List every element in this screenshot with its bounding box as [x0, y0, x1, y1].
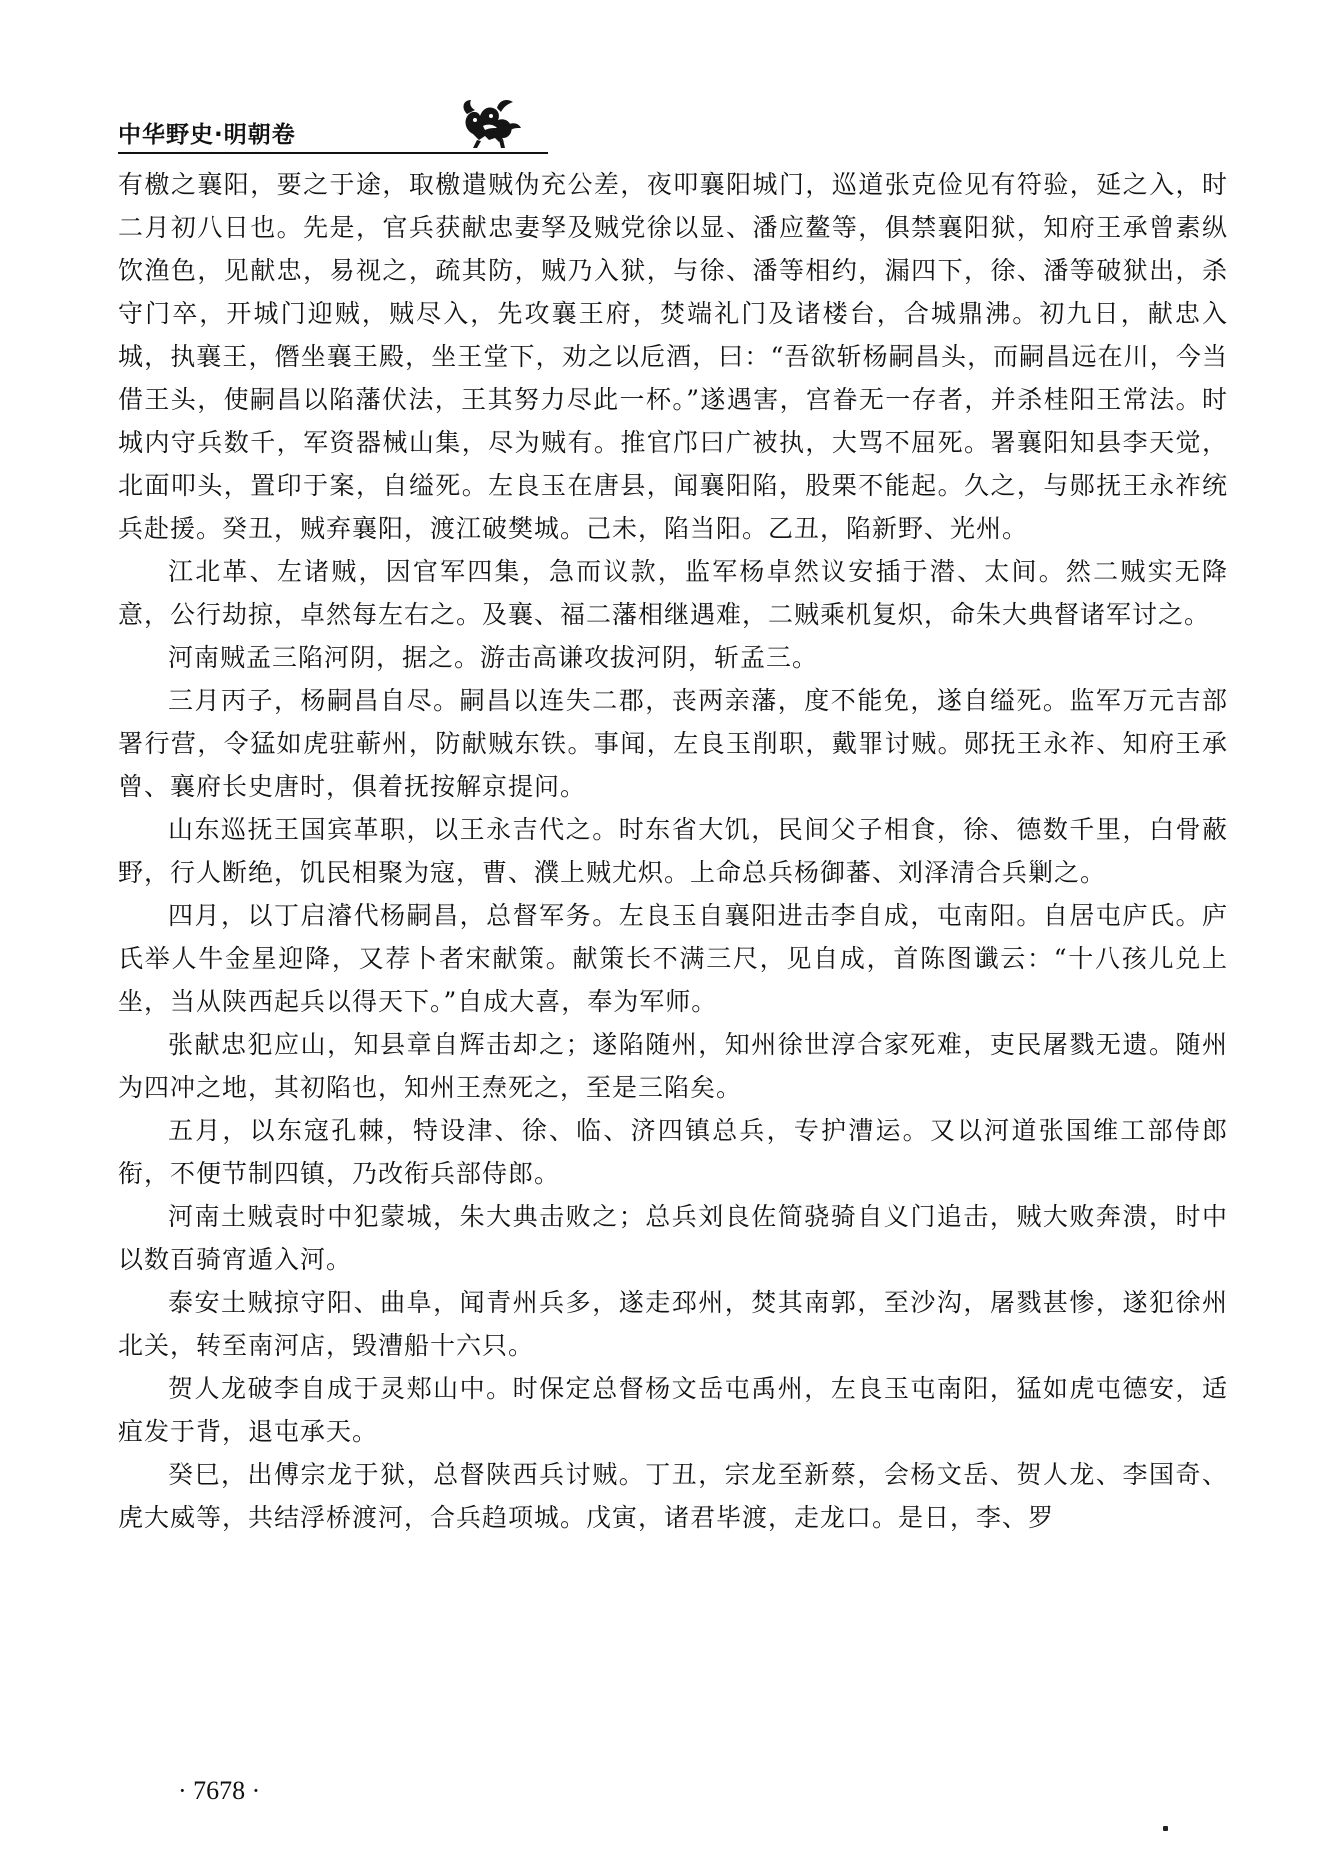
paragraph: 癸巳，出傅宗龙于狱，总督陕西兵讨贼。丁丑，宗龙至新蔡，会杨文岳、贺人龙、李国奇、虎大威等，共结浮桥渡河，合兵趋项城。戊寅，诸君毕渡，走龙口。是日，李、罗 [118, 1460, 1228, 1532]
paragraph: 山东巡抚王国宾革职，以王永吉代之。时东省大饥，民间父子相食，徐、德数千里，白骨蔽野，行人断绝，饥民相聚为寇，曹、濮上贼尤炽。上命总兵杨御蕃、刘泽清合兵剿之。 [118, 815, 1228, 887]
paragraph: 三月丙子，杨嗣昌自尽。嗣昌以连失二郡，丧两亲藩，度不能免，遂自缢死。监军万元吉部署行营，令猛如虎驻蕲州，防献贼东铁。事闻，左良玉削职，戴罪讨贼。郧抚王永祚、知府王承曾、襄府长史唐时，俱着抚按解京提问。 [118, 686, 1228, 801]
main-text [118, 163, 1228, 1539]
book-title: 中华野史·明朝卷 [118, 122, 296, 148]
page-number: · 7678 · [178, 1776, 261, 1805]
paragraph: 江北革、左诸贼，因官军四集，急而议款，监军杨卓然议安插于潜、太间。然二贼实无降意，公行劫掠，卓然每左右之。及襄、福二藩相继遇难，二贼乘机复炽，命朱大典督诸军讨之。 [118, 557, 1228, 629]
paragraph: 河南土贼袁时中犯蒙城，朱大典击败之；总兵刘良佐简骁骑自义门追击，贼大败奔溃，时中以数百骑宵遁入河。 [118, 1202, 1228, 1274]
paragraph: 有檄之襄阳，要之于途，取檄遣贼伪充公差，夜叩襄阳城门，巡道张克俭见有符验，延之入，时二月初八日也。先是，官兵获献忠妻孥及贼党徐以显、潘应鳌等，俱禁襄阳狱，知府王承曾素纵饮渔色，见献忠，易视之，疏其防，贼乃入狱，与徐、潘等相约，漏四下，徐、潘等破狱出，杀守门卒，开城门迎贼，贼尽入，先攻襄王府，焚端礼门及诸楼台，合城鼎沸。初九日，献忠入城，执襄王，僭坐襄王殿，坐王堂下，劝之以卮酒，曰：“吾欲斩杨嗣昌头，而嗣昌远在川，今当借王头，使嗣昌以陷藩伏法，王其努力尽此一杯。”遂遇害，宫眷无一存者，并杀桂阳王常法。时城内守兵数千，军资器械山集，尽为贼有。推官邝曰广被执，大骂不屈死。署襄阳知县李天觉，北面叩头，置印于案，自缢死。左良玉在唐县，闻襄阳陷，股栗不能起。久之，与郧抚王永祚统兵赴援。癸丑，贼弃襄阳，渡江破樊城。己未，陷当阳。乙丑，陷新野、光州。 [118, 170, 1228, 543]
paragraph: 泰安土贼掠守阳、曲阜，闻青州兵多，遂走邳州，焚其南郭，至沙沟，屠戮甚惨，遂犯徐州北关，转至南河店，毁漕船十六只。 [118, 1288, 1228, 1360]
running-header [118, 108, 548, 158]
scan-speck [1163, 1826, 1168, 1831]
header-rule [118, 152, 548, 154]
beast-emblem-icon [453, 94, 525, 150]
paragraph: 五月，以东寇孔棘，特设津、徐、临、济四镇总兵，专护漕运。又以河道张国维工部侍郎衔，不便节制四镇，乃改衔兵部侍郎。 [118, 1116, 1228, 1188]
paragraph: 四月，以丁启濬代杨嗣昌，总督军务。左良玉自襄阳进击李自成，屯南阳。自居屯庐氏。庐氏举人牛金星迎降，又荐卜者宋献策。献策长不满三尺，见自成，首陈图谶云：“十八孩儿兑上坐，当从陕西起兵以得天下。”自成大喜，奉为军师。 [118, 901, 1228, 1016]
paragraph: 贺人龙破李自成于灵郏山中。时保定总督杨文岳屯禹州，左良玉屯南阳，猛如虎屯德安，适疽发于背，退屯承天。 [118, 1374, 1228, 1446]
paragraph: 张献忠犯应山，知县章自辉击却之；遂陷随州，知州徐世淳合家死难，吏民屠戮无遗。随州为四冲之地，其初陷也，知州王焘死之，至是三陷矣。 [118, 1030, 1228, 1102]
paragraph: 河南贼孟三陷河阴，据之。游击高谦攻拔河阴，斩孟三。 [168, 643, 819, 672]
